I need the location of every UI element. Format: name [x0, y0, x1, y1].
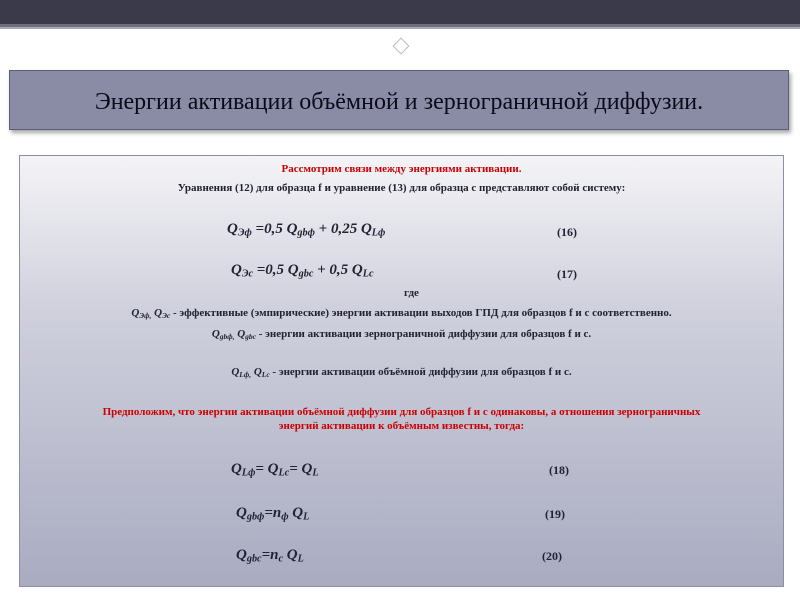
equation-18: $Q_{Lф}= Q_{Lc}= Q_L$ [231, 461, 319, 479]
equation-18-number: (18) [549, 463, 569, 477]
slide-title: Энергии активации объёмной и зернограничной диффузии. [94, 88, 704, 115]
definition-volume: $Q_{Lф,}$ $Q_{Lc}$ - энергии активации объёмной диффузии для образцов f и c. [231, 366, 572, 379]
assumption-line-1: Предположим, что энергии активации объёмной диффузии для образцов f и c одинаковы, а отношения зернограничных [102, 406, 701, 418]
definition-effective: $Q_{Эф,}$ $Q_{Эс}$ - эффективные (эмпирические) энергии активации выходов ГПД для образцов f и c соответственно. [131, 307, 672, 320]
equation-17-number: (17) [557, 267, 577, 281]
equation-16-number: (16) [557, 225, 577, 239]
equation-17: $Q_{Эс} =0,5$ $Q_{gbc} + 0,5$ $Q_{Lc}$ [231, 262, 374, 280]
equation-19-number: (19) [545, 507, 565, 521]
slide-title-box [9, 70, 789, 130]
equation-19: $Q_{gbф}=n_ф$ $Q_L$ [236, 505, 310, 523]
where-label: где [404, 287, 419, 299]
content-panel [19, 155, 784, 587]
top-band-stripe-light [0, 27, 800, 29]
equation-20-number: (20) [542, 549, 562, 563]
intro-line-1: Рассмотрим связи между энергиями активации. [281, 163, 522, 175]
definition-grain-boundary: $Q_{gbф,}$ $Q_{gbc}$ - энергии активации зернограничной диффузии для образцов f и c. [211, 328, 592, 341]
top-band [0, 0, 800, 24]
assumption-line-2: энергий активации к объёмным известны, тогда: [278, 420, 525, 432]
equation-20: $Q_{gbc}=n_c$ $Q_L$ [236, 547, 304, 565]
intro-line-2: Уравнения (12) для образца f и уравнение (13) для образца c представляют собой систему: [177, 182, 626, 194]
equation-16: $Q_{Эф} =0,5$ $Q_{gbф} + 0,25$ $Q_{Lф}$ [227, 221, 386, 239]
diamond-ornament [393, 38, 410, 55]
